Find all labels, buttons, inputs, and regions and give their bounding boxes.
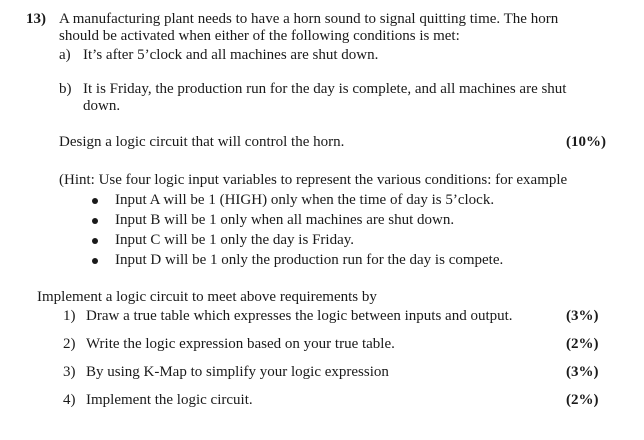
condition-b-text-line1: It is Friday, the production run for the day is complete, and all machines are shut: [83, 81, 567, 97]
hint-bullet-b: Input B will be 1 only when all machines are shut down.: [115, 212, 455, 228]
task-marks: (10%): [566, 134, 606, 150]
hint-text: (Hint: Use four logic input variables to represent the various conditions: for example: [59, 172, 568, 188]
step-1-number: 1): [63, 308, 76, 324]
intro-line-2: should be activated when either of the following conditions is met:: [59, 28, 460, 44]
step-2-text: Write the logic expression based on your true table.: [86, 336, 395, 352]
step-2-number: 2): [63, 336, 76, 352]
bullet-dot: [92, 238, 98, 244]
step-3-text: By using K-Map to simplify your logic expression: [86, 364, 389, 380]
implement-heading: Implement a logic circuit to meet above requirements by: [37, 289, 377, 305]
intro-line-1: A manufacturing plant needs to have a horn sound to signal quitting time. The horn: [59, 11, 559, 27]
hint-bullet-c: Input C will be 1 only the day is Friday.: [115, 232, 355, 248]
step-3-marks: (3%): [566, 364, 599, 380]
condition-b-marker: b): [59, 81, 72, 97]
bullet-dot: [92, 258, 98, 264]
hint-bullet-a: Input A will be 1 (HIGH) only when the time of day is 5’clock.: [115, 192, 495, 208]
question-number: 13): [26, 11, 46, 27]
condition-b-text-line2: down.: [83, 98, 121, 114]
step-3-number: 3): [63, 364, 76, 380]
step-1-marks: (3%): [566, 308, 599, 324]
task-text: Design a logic circuit that will control the horn.: [59, 134, 345, 150]
condition-a-text: It’s after 5’clock and all machines are shut down.: [83, 47, 379, 63]
bullet-dot: [92, 198, 98, 204]
bullet-dot: [92, 218, 98, 224]
condition-a-marker: a): [59, 47, 71, 63]
hint-bullet-d: Input D will be 1 only the production run for the day is compete.: [115, 252, 504, 268]
step-4-text: Implement the logic circuit.: [86, 392, 253, 408]
step-2-marks: (2%): [566, 336, 599, 352]
step-4-marks: (2%): [566, 392, 599, 408]
step-1-text: Draw a true table which expresses the logic between inputs and output.: [86, 308, 513, 324]
step-4-number: 4): [63, 392, 76, 408]
